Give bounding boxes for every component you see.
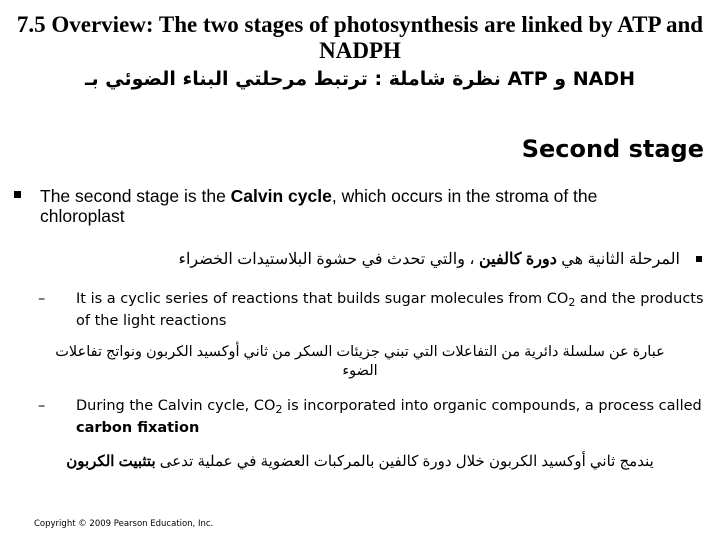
section-heading: Second stage [521,135,704,163]
bullet-english [14,186,664,226]
dash-bullet-icon: – [38,398,46,414]
bullet-square-icon [14,191,21,198]
sub-bullet-cyclic-series-arabic: عبارة عن سلسلة دائرية من التفاعلات التي تبني جزيئات السكر من ثاني أوكسيد الكربون ونواتج تفاعلات الضوء [55,344,665,379]
sub-bullet-cyclic-series [38,290,706,331]
sub-bullet-text: During the Calvin cycle, $CO_2$ is incorporated into organic compounds, a process called carbon fixation [76,398,702,436]
sub-bullet-carbon-fixation-arabic: يندمج ثاني أوكسيد الكربون خلال دورة كالفين بالمركبات العضوية في عملية تدعى بتثبيت الكربون [66,453,654,470]
bullet-arabic: المرحلة الثانية هي دورة كالفين ، والتي تحدث في حشوة البلاستيدات الخضراء [40,250,680,270]
slide-title-arabic: نظرة شاملة : ترتبط مرحلتي البناء الضوئي بـ ATP و NADH [85,68,635,90]
carbon-fixation-term-arabic: بتثبيت الكربون [66,453,156,470]
bullet-english-text: The second stage is the Calvin cycle, which occurs in the stroma of the chloroplast [40,186,598,226]
sub-bullet-carbon-fixation [38,397,706,438]
bullet-square-icon [696,256,702,262]
slide-title: 7.5 Overview: The two stages of photosynthesis are linked by ATP and NADPH [16,12,704,63]
dash-bullet-icon: – [38,291,46,307]
calvin-cycle-term-arabic: دورة كالفين [478,251,557,268]
sub-bullet-text: It is a cyclic series of reactions that builds sugar molecules from $CO_2$ and the products of the light reactions [76,291,704,329]
copyright-notice: Copyright © 2009 Pearson Education, Inc. [34,519,214,529]
calvin-cycle-term: Calvin cycle [230,186,332,206]
carbon-fixation-term: carbon fixation [76,420,200,436]
